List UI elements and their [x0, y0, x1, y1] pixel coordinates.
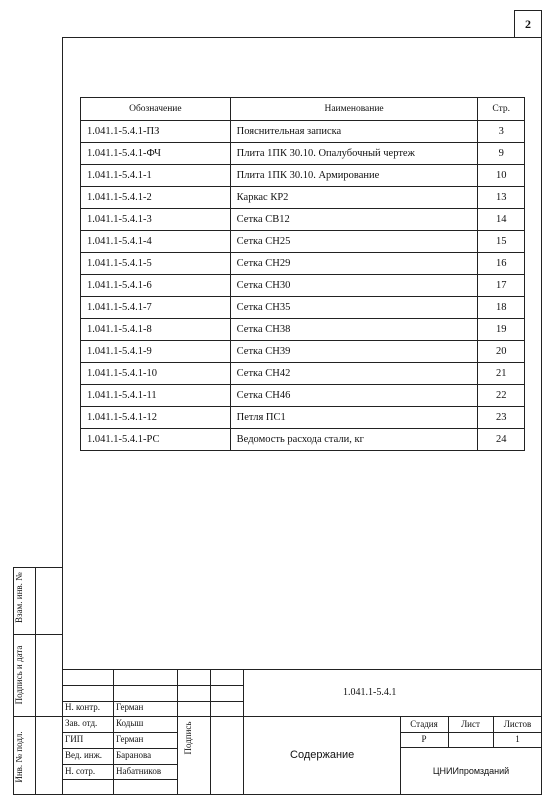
- row-page: 21: [478, 363, 525, 385]
- staff-role: Вед. инж.: [65, 750, 103, 760]
- table-row: [81, 429, 525, 451]
- stage-header: Стадия: [410, 719, 438, 729]
- table-row: [81, 187, 525, 209]
- table-row: [81, 121, 525, 143]
- row-page: 23: [478, 407, 525, 429]
- staff-name: Баранова: [116, 750, 152, 760]
- row-name: Сетка СН39: [230, 341, 478, 363]
- row-page: 16: [478, 253, 525, 275]
- row-name: Плита 1ПК 30.10. Армирование: [230, 165, 478, 187]
- table-row: [81, 319, 525, 341]
- title-block-col: [210, 669, 211, 795]
- staff-role: Зав. отд.: [65, 718, 98, 728]
- title-block-line: [62, 685, 243, 686]
- row-designation: 1.041.1-5.4.1-7: [81, 297, 231, 319]
- row-page: 20: [478, 341, 525, 363]
- sheets-header: Листов: [503, 719, 532, 729]
- table-row: [81, 297, 525, 319]
- row-name: Сетка СН35: [230, 297, 478, 319]
- organization: ЦНИИпромзданий: [432, 766, 510, 776]
- staff-name: Герман: [116, 734, 144, 744]
- staff-role: Н. сотр.: [65, 766, 96, 776]
- title-block-line: [62, 748, 177, 749]
- header-page: Стр.: [478, 98, 525, 121]
- page-number: 2: [514, 10, 542, 38]
- title-block-col: [243, 669, 244, 795]
- table-row: [81, 341, 525, 363]
- staff-name: Набатников: [116, 766, 162, 776]
- row-name: Сетка СН38: [230, 319, 478, 341]
- sheet-header: Лист: [461, 719, 480, 729]
- row-designation: 1.041.1-5.4.1-10: [81, 363, 231, 385]
- row-designation: 1.041.1-5.4.1-5: [81, 253, 231, 275]
- row-designation: 1.041.1-5.4.1-6: [81, 275, 231, 297]
- sign-date-label: Подпись и дата: [14, 645, 24, 705]
- row-designation: 1.041.1-5.4.1-4: [81, 231, 231, 253]
- table-header-row: [81, 98, 525, 121]
- title-block-line: [62, 764, 177, 765]
- title-block-line: [62, 732, 177, 733]
- row-name: Сетка СН46: [230, 385, 478, 407]
- row-page: 19: [478, 319, 525, 341]
- staff-role: Н. контр.: [65, 702, 101, 712]
- row-page: 13: [478, 187, 525, 209]
- table-row: [81, 253, 525, 275]
- row-page: 22: [478, 385, 525, 407]
- row-designation: 1.041.1-5.4.1-12: [81, 407, 231, 429]
- row-name: Сетка СН29: [230, 253, 478, 275]
- stage-value: Р: [421, 734, 427, 744]
- side-strip-line: [13, 634, 63, 635]
- row-name: Сетка СН42: [230, 363, 478, 385]
- row-designation: 1.041.1-5.4.1-ПЗ: [81, 121, 231, 143]
- title-block-col: [113, 669, 114, 795]
- header-name: Наименование: [230, 98, 478, 121]
- side-strip-line: [13, 716, 63, 717]
- title-block-col: [177, 669, 178, 795]
- title-block-line: [62, 779, 177, 780]
- inv-replace-label: Взам. инв. №: [14, 572, 24, 623]
- title-block-line: [62, 716, 542, 717]
- table-row: [81, 407, 525, 429]
- staff-name: Герман: [116, 702, 144, 712]
- row-designation: 1.041.1-5.4.1-2: [81, 187, 231, 209]
- header-designation: Обозначение: [81, 98, 231, 121]
- sheets-value: 1: [515, 734, 520, 744]
- row-name: Пояснительная записка: [230, 121, 478, 143]
- row-name: Сетка СН25: [230, 231, 478, 253]
- row-page: 24: [478, 429, 525, 451]
- row-page: 18: [478, 297, 525, 319]
- row-designation: 1.041.1-5.4.1-8: [81, 319, 231, 341]
- staff-name: Кодыш: [116, 718, 144, 728]
- signature-label: Подпись: [183, 721, 193, 755]
- table-row: [81, 385, 525, 407]
- row-designation: 1.041.1-5.4.1-9: [81, 341, 231, 363]
- document-title: Содержание: [290, 749, 355, 761]
- title-block-line: [400, 747, 542, 748]
- table-row: [81, 209, 525, 231]
- row-page: 9: [478, 143, 525, 165]
- row-page: 10: [478, 165, 525, 187]
- row-designation: 1.041.1-5.4.1-1: [81, 165, 231, 187]
- title-block-top: [62, 669, 542, 670]
- table-row: [81, 275, 525, 297]
- table-row: [81, 143, 525, 165]
- row-designation: 1.041.1-5.4.1-ФЧ: [81, 143, 231, 165]
- title-block-line: [400, 732, 542, 733]
- row-page: 3: [478, 121, 525, 143]
- row-designation: 1.041.1-5.4.1-3: [81, 209, 231, 231]
- table-row: [81, 165, 525, 187]
- staff-role: ГИП: [65, 734, 84, 744]
- row-page: 17: [478, 275, 525, 297]
- row-name: Петля ПС1: [230, 407, 478, 429]
- inv-original-label: Инв. № подл.: [14, 731, 24, 783]
- table-row: [81, 363, 525, 385]
- table-row: [81, 231, 525, 253]
- row-designation: 1.041.1-5.4.1-РС: [81, 429, 231, 451]
- row-name: Сетка СВ12: [230, 209, 478, 231]
- document-code: 1.041.1-5.4.1: [343, 687, 397, 698]
- row-name: Плита 1ПК 30.10. Опалубочный чертеж: [230, 143, 478, 165]
- row-name: Ведомость расхода стали, кг: [230, 429, 478, 451]
- contents-table: [80, 97, 525, 451]
- row-name: Каркас КР2: [230, 187, 478, 209]
- row-designation: 1.041.1-5.4.1-11: [81, 385, 231, 407]
- side-strip-divider: [35, 567, 36, 795]
- row-page: 14: [478, 209, 525, 231]
- row-page: 15: [478, 231, 525, 253]
- row-name: Сетка СН30: [230, 275, 478, 297]
